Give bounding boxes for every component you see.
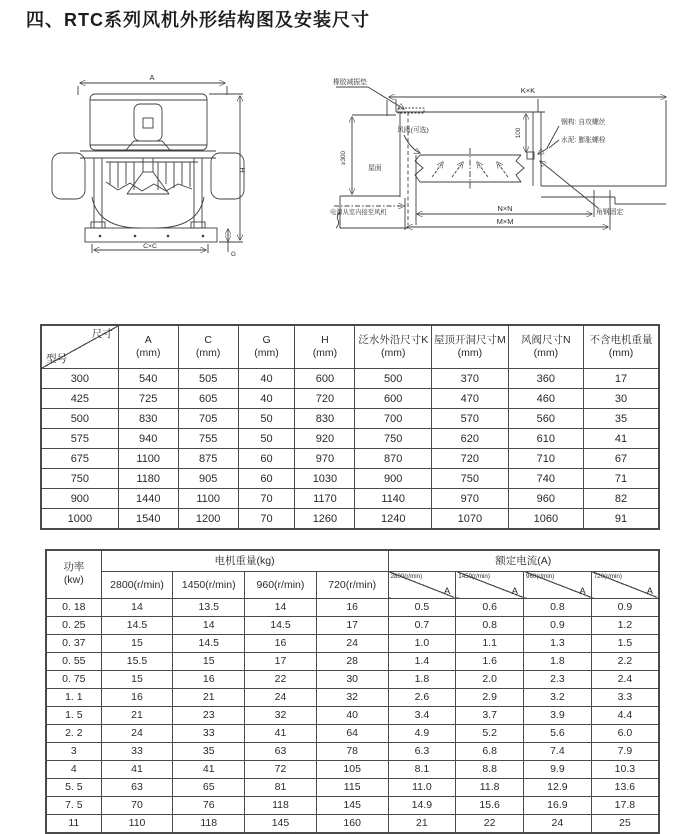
table-cell: 1140 <box>355 489 432 509</box>
table-cell: 63 <box>245 742 317 760</box>
table-cell: 500 <box>41 409 118 429</box>
angle-steel-label: 角钢固定 <box>596 209 624 216</box>
table-cell: 5.6 <box>524 724 592 742</box>
dim-label-g: G <box>231 251 236 258</box>
table-row <box>46 778 659 796</box>
table-cell: 11 <box>46 814 101 833</box>
table-cell: 12.9 <box>524 778 592 796</box>
table-cell: 145 <box>316 796 388 814</box>
column-header-m: 屋顶开洞尺寸M (mm) <box>432 325 509 369</box>
table-cell: 2.4 <box>591 670 659 688</box>
table-cell: 900 <box>41 489 118 509</box>
dimension-table-header-row <box>41 325 659 369</box>
table-cell: 7.9 <box>591 742 659 760</box>
table-cell: 17.8 <box>591 796 659 814</box>
table-cell: 1. 1 <box>46 688 101 706</box>
installation-drawing <box>330 77 666 230</box>
table-cell: 50 <box>238 409 295 429</box>
table-cell: 755 <box>178 429 238 449</box>
dim-label-cc: C×C <box>143 243 157 250</box>
table-cell: 40 <box>316 706 388 724</box>
table-cell: 15 <box>173 652 245 670</box>
table-row <box>46 814 659 833</box>
table-cell: 24 <box>316 634 388 652</box>
table-cell: 14.5 <box>173 634 245 652</box>
table-cell: 118 <box>173 814 245 833</box>
table-cell: 76 <box>173 796 245 814</box>
table-cell: 110 <box>101 814 173 833</box>
table-cell: 41 <box>584 429 659 449</box>
table-cell: 24 <box>101 724 173 742</box>
table-row <box>41 369 659 389</box>
table-cell: 675 <box>41 449 118 469</box>
table-cell: 41 <box>101 760 173 778</box>
table-cell: 500 <box>355 369 432 389</box>
table-cell: 600 <box>355 389 432 409</box>
table-cell: 22 <box>456 814 524 833</box>
corner-label-size: 尺寸 <box>91 328 113 340</box>
table-cell: 160 <box>316 814 388 833</box>
table-row <box>46 706 659 724</box>
table-cell: 1240 <box>355 509 432 530</box>
table-cell: 14.5 <box>101 616 173 634</box>
table-cell: 4.4 <box>591 706 659 724</box>
column-header-n: 风阀尺寸N (mm) <box>508 325 583 369</box>
table-cell: 13.5 <box>173 598 245 616</box>
table-cell: 3.2 <box>524 688 592 706</box>
table-cell: 70 <box>238 489 295 509</box>
column-header-k: 泛水外沿尺寸K (mm) <box>355 325 432 369</box>
table-cell: 33 <box>101 742 173 760</box>
table-cell: 24 <box>524 814 592 833</box>
weight-column-960: 960(r/min) <box>245 571 317 598</box>
table-cell: 14.9 <box>388 796 456 814</box>
roof-label: 屋面 <box>368 165 382 172</box>
motor-table-group-header-row <box>46 550 659 571</box>
table-cell: 11.0 <box>388 778 456 796</box>
table-cell: 72 <box>245 760 317 778</box>
table-cell: 1030 <box>295 469 355 489</box>
table-cell: 460 <box>508 389 583 409</box>
table-cell: 8.1 <box>388 760 456 778</box>
table-cell: 2.6 <box>388 688 456 706</box>
table-row <box>41 389 659 409</box>
dim-label-nn: N×N <box>497 204 513 213</box>
table-cell: 750 <box>355 429 432 449</box>
table-row <box>46 796 659 814</box>
table-cell: 1200 <box>178 509 238 530</box>
table-cell: 15.6 <box>456 796 524 814</box>
weight-column-720: 720(r/min) <box>316 571 388 598</box>
table-cell: 81 <box>245 778 317 796</box>
current-column-960: 960(r/min) A <box>524 571 592 598</box>
table-cell: 9.9 <box>524 760 592 778</box>
table-cell: 720 <box>432 449 509 469</box>
table-cell: 35 <box>173 742 245 760</box>
table-cell: 32 <box>245 706 317 724</box>
table-cell: 0. 18 <box>46 598 101 616</box>
table-cell: 0.5 <box>388 598 456 616</box>
table-row <box>46 598 659 616</box>
current-group-header: 额定电流(A) <box>388 550 659 571</box>
table-row <box>46 616 659 634</box>
table-cell: 65 <box>173 778 245 796</box>
corner-header-cell <box>41 325 118 369</box>
table-cell: 4 <box>46 760 101 778</box>
table-row <box>41 469 659 489</box>
table-cell: 0.8 <box>456 616 524 634</box>
table-cell: 920 <box>295 429 355 449</box>
table-cell: 940 <box>118 429 178 449</box>
table-cell: 64 <box>316 724 388 742</box>
table-cell: 0.7 <box>388 616 456 634</box>
table-cell: 1100 <box>118 449 178 469</box>
table-cell: 705 <box>178 409 238 429</box>
table-cell: 570 <box>432 409 509 429</box>
table-cell: 60 <box>238 469 295 489</box>
table-cell: 4.9 <box>388 724 456 742</box>
table-cell: 1000 <box>41 509 118 530</box>
table-cell: 1260 <box>295 509 355 530</box>
dim-label-mm: M×M <box>496 217 514 226</box>
column-header-weight: 不含电机重量 (mm) <box>584 325 659 369</box>
table-cell: 3.3 <box>591 688 659 706</box>
table-row <box>46 634 659 652</box>
table-cell: 905 <box>178 469 238 489</box>
table-cell: 17 <box>245 652 317 670</box>
table-row <box>41 409 659 429</box>
table-cell: 14 <box>173 616 245 634</box>
table-cell: 2.3 <box>524 670 592 688</box>
table-cell: 1.3 <box>524 634 592 652</box>
table-cell: 0.8 <box>524 598 592 616</box>
dim-label-100: 100 <box>515 127 522 139</box>
table-cell: 470 <box>432 389 509 409</box>
table-row <box>41 429 659 449</box>
table-cell: 575 <box>41 429 118 449</box>
damper-label: 风阀(可选) <box>397 127 429 134</box>
table-row <box>41 449 659 469</box>
table-cell: 830 <box>118 409 178 429</box>
table-cell: 23 <box>173 706 245 724</box>
table-cell: 28 <box>316 652 388 670</box>
table-cell: 60 <box>238 449 295 469</box>
table-cell: 82 <box>584 489 659 509</box>
table-cell: 115 <box>316 778 388 796</box>
table-cell: 30 <box>584 389 659 409</box>
table-cell: 30 <box>316 670 388 688</box>
table-cell: 0. 75 <box>46 670 101 688</box>
dimension-table <box>40 324 660 530</box>
table-cell: 21 <box>101 706 173 724</box>
table-cell: 40 <box>238 389 295 409</box>
table-cell: 710 <box>508 449 583 469</box>
table-cell: 1440 <box>118 489 178 509</box>
table-cell: 2.0 <box>456 670 524 688</box>
table-cell: 16 <box>173 670 245 688</box>
table-cell: 1.8 <box>524 652 592 670</box>
table-cell: 830 <box>295 409 355 429</box>
table-cell: 725 <box>118 389 178 409</box>
table-cell: 970 <box>432 489 509 509</box>
weight-column-1450: 1450(r/min) <box>173 571 245 598</box>
motor-table <box>45 549 660 834</box>
table-cell: 740 <box>508 469 583 489</box>
table-cell: 600 <box>295 369 355 389</box>
fan-drawings <box>0 0 700 300</box>
table-cell: 16.9 <box>524 796 592 814</box>
table-cell: 118 <box>245 796 317 814</box>
table-cell: 16 <box>101 688 173 706</box>
table-cell: 5.2 <box>456 724 524 742</box>
rubber-pad-label: 橡胶减振垫 <box>333 79 367 86</box>
table-cell: 1.6 <box>456 652 524 670</box>
table-cell: 6.8 <box>456 742 524 760</box>
table-cell: 1170 <box>295 489 355 509</box>
table-cell: 105 <box>316 760 388 778</box>
table-cell: 300 <box>41 369 118 389</box>
table-cell: 700 <box>355 409 432 429</box>
table-cell: 560 <box>508 409 583 429</box>
table-cell: 33 <box>173 724 245 742</box>
cement-fixing-label: 水泥: 膨胀螺栓 <box>561 137 606 144</box>
table-cell: 0. 37 <box>46 634 101 652</box>
table-cell: 25 <box>591 814 659 833</box>
table-cell: 1.8 <box>388 670 456 688</box>
table-cell: 750 <box>41 469 118 489</box>
table-cell: 24 <box>245 688 317 706</box>
table-cell: 1070 <box>432 509 509 530</box>
table-cell: 71 <box>584 469 659 489</box>
table-cell: 0. 55 <box>46 652 101 670</box>
table-cell: 70 <box>101 796 173 814</box>
table-cell: 1180 <box>118 469 178 489</box>
table-cell: 13.6 <box>591 778 659 796</box>
table-cell: 22 <box>245 670 317 688</box>
table-cell: 14 <box>245 598 317 616</box>
table-cell: 41 <box>173 760 245 778</box>
motor-table-sub-header-row <box>46 571 659 598</box>
table-row <box>46 760 659 778</box>
table-cell: 10.3 <box>591 760 659 778</box>
table-cell: 1060 <box>508 509 583 530</box>
table-cell: 505 <box>178 369 238 389</box>
table-cell: 0.6 <box>456 598 524 616</box>
weight-column-2800: 2800(r/min) <box>101 571 173 598</box>
table-cell: 720 <box>295 389 355 409</box>
table-cell: 41 <box>245 724 317 742</box>
table-cell: 70 <box>238 509 295 530</box>
table-cell: 900 <box>355 469 432 489</box>
table-cell: 15 <box>101 670 173 688</box>
table-cell: 6.3 <box>388 742 456 760</box>
table-cell: 63 <box>101 778 173 796</box>
table-cell: 610 <box>508 429 583 449</box>
power-supply-label: 电源从室内接至风机 <box>330 209 387 216</box>
table-cell: 35 <box>584 409 659 429</box>
column-header-c: C (mm) <box>178 325 238 369</box>
table-cell: 870 <box>355 449 432 469</box>
table-cell: 1.4 <box>388 652 456 670</box>
current-column-1450: 1450(r/min) A <box>456 571 524 598</box>
table-row <box>46 652 659 670</box>
table-cell: 1. 5 <box>46 706 101 724</box>
dim-label-min300: ≥300 <box>340 151 347 165</box>
weight-group-header: 电机重量(kg) <box>101 550 388 571</box>
table-row <box>46 742 659 760</box>
table-cell: 750 <box>432 469 509 489</box>
table-cell: 15 <box>101 634 173 652</box>
page-title: 四、RTC系列风机外形结构图及安装尺寸 <box>26 10 370 30</box>
column-header-h: H (mm) <box>295 325 355 369</box>
table-cell: 3.7 <box>456 706 524 724</box>
table-cell: 67 <box>584 449 659 469</box>
table-cell: 17 <box>584 369 659 389</box>
table-cell: 50 <box>238 429 295 449</box>
corner-label-model: 型号 <box>46 353 67 365</box>
table-cell: 360 <box>508 369 583 389</box>
table-row <box>46 670 659 688</box>
table-row <box>41 489 659 509</box>
table-cell: 1.5 <box>591 634 659 652</box>
table-cell: 3 <box>46 742 101 760</box>
power-header-cell: 功率 (kw) <box>46 550 101 598</box>
table-cell: 540 <box>118 369 178 389</box>
table-cell: 875 <box>178 449 238 469</box>
dim-label-kk: K×K <box>520 86 536 95</box>
table-cell: 145 <box>245 814 317 833</box>
table-cell: 21 <box>388 814 456 833</box>
column-header-a: A (mm) <box>118 325 178 369</box>
current-column-2800: 2800(r/min) A <box>388 571 456 598</box>
steel-fixing-label: 钢构: 自攻螺丝 <box>561 119 606 126</box>
table-cell: 425 <box>41 389 118 409</box>
table-cell: 970 <box>295 449 355 469</box>
table-cell: 1540 <box>118 509 178 530</box>
table-cell: 2.9 <box>456 688 524 706</box>
table-row <box>46 724 659 742</box>
table-cell: 605 <box>178 389 238 409</box>
table-cell: 15.5 <box>101 652 173 670</box>
table-cell: 0. 25 <box>46 616 101 634</box>
fan-outline-drawing <box>52 73 247 258</box>
table-cell: 14 <box>101 598 173 616</box>
table-cell: 0.9 <box>591 598 659 616</box>
table-cell: 960 <box>508 489 583 509</box>
table-cell: 17 <box>316 616 388 634</box>
table-cell: 16 <box>316 598 388 616</box>
table-cell: 3.9 <box>524 706 592 724</box>
table-cell: 620 <box>432 429 509 449</box>
table-cell: 40 <box>238 369 295 389</box>
dim-label-a: A <box>149 73 155 82</box>
dim-label-h: H <box>238 167 247 173</box>
table-cell: 2. 2 <box>46 724 101 742</box>
table-cell: 16 <box>245 634 317 652</box>
table-cell: 1.0 <box>388 634 456 652</box>
table-cell: 78 <box>316 742 388 760</box>
table-cell: 6.0 <box>591 724 659 742</box>
table-cell: 2.2 <box>591 652 659 670</box>
table-cell: 11.8 <box>456 778 524 796</box>
table-cell: 21 <box>173 688 245 706</box>
table-cell: 0.9 <box>524 616 592 634</box>
table-cell: 14.5 <box>245 616 317 634</box>
table-cell: 5. 5 <box>46 778 101 796</box>
table-cell: 7. 5 <box>46 796 101 814</box>
current-column-720: 720(r/min) A <box>591 571 659 598</box>
table-cell: 3.4 <box>388 706 456 724</box>
table-cell: 91 <box>584 509 659 530</box>
table-cell: 1.1 <box>456 634 524 652</box>
table-cell: 1.2 <box>591 616 659 634</box>
table-row <box>46 688 659 706</box>
table-cell: 7.4 <box>524 742 592 760</box>
table-cell: 8.8 <box>456 760 524 778</box>
table-cell: 370 <box>432 369 509 389</box>
table-cell: 32 <box>316 688 388 706</box>
table-row <box>41 509 659 530</box>
table-cell: 1100 <box>178 489 238 509</box>
column-header-g: G (mm) <box>238 325 295 369</box>
